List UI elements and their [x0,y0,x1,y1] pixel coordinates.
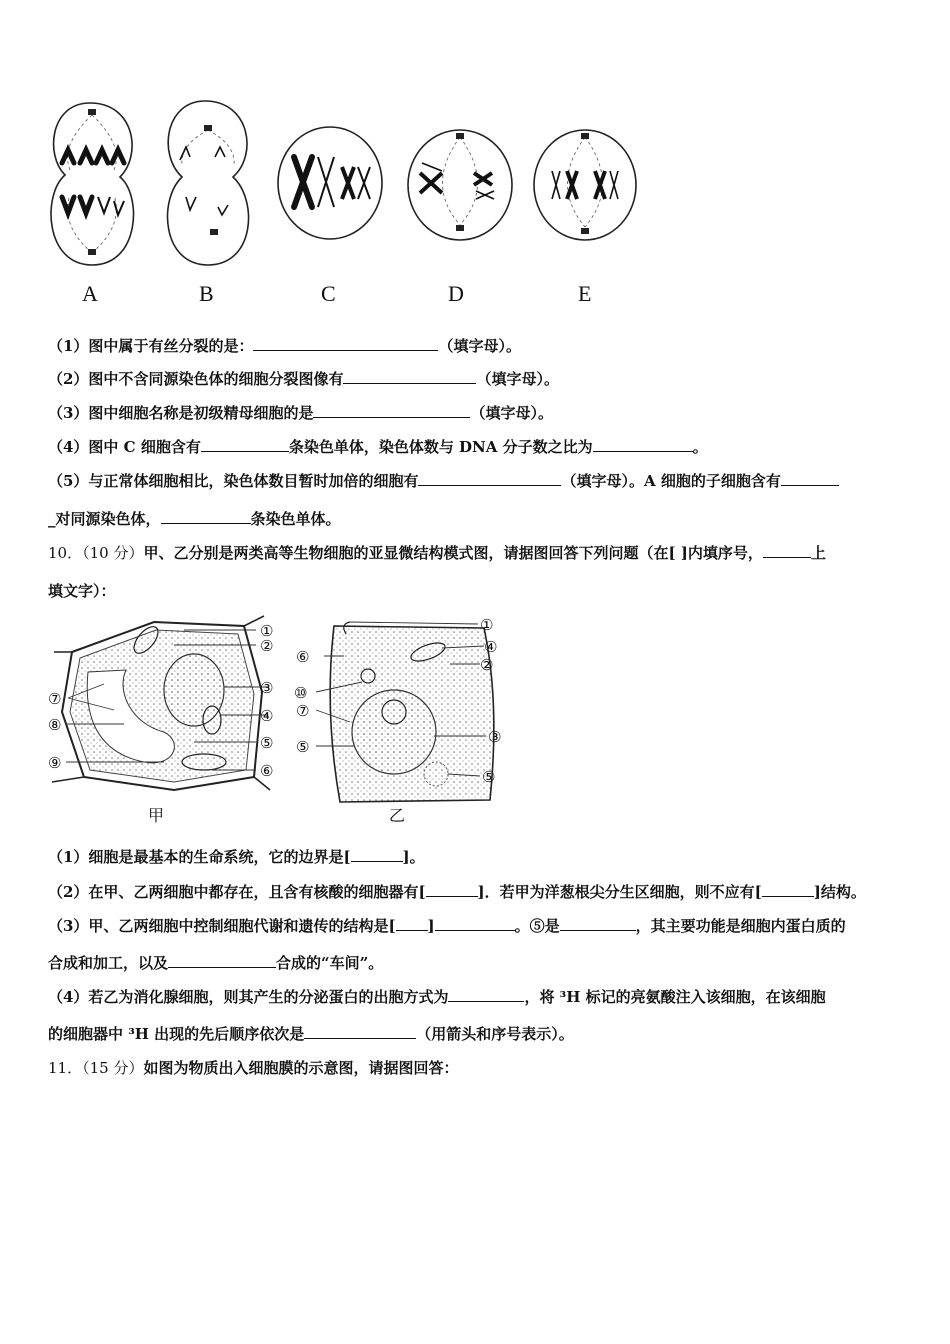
answer-blank[interactable] [781,471,839,486]
answer-blank[interactable] [593,437,693,452]
cell-division-figure [40,95,660,320]
answer-blank[interactable] [168,953,276,968]
figure-label-e: E [578,281,592,306]
animal-mark-3: ③ [488,728,502,746]
question-points: （15 分） [82,1059,144,1077]
q10-sub4: （4）若乙为消化腺细胞，则其产生的分泌蛋白的出胞方式为 ，将 ³H 标记的亮氨酸注入该细胞，在该细胞 [48,988,826,1006]
plant-mark-2: ② [260,637,274,655]
answer-blank[interactable] [435,916,515,931]
cell-e-outline [534,130,636,240]
q10-header-cont: 填文字）： [48,582,116,600]
animal-mark-6: ⑥ [296,648,310,666]
q9-sub3: （3）图中细胞名称是初级精母细胞的是 （填字母）。 [48,404,553,422]
animal-mark-4: ④ [484,638,498,656]
figure-label-b: B [199,281,214,306]
answer-blank[interactable] [762,882,814,897]
q10-sub3-cont: 合成和加工，以及 合成的“车间”。 [48,954,384,972]
q9-sub1: （1）图中属于有丝分裂的是： （填字母）。 [48,337,521,355]
cell-label-yi: 乙 [389,806,406,825]
animal-mark-5a: ⑤ [296,738,310,756]
answer-blank[interactable] [201,437,289,452]
question-points: （10 分） [82,544,144,562]
cell-d-outline [408,130,512,240]
plant-mark-5: ⑤ [260,734,274,752]
animal-mark-10: ⑩ [294,684,308,702]
animal-mark-2: ② [480,656,494,674]
answer-blank[interactable] [313,403,470,418]
q10-sub4-cont: 的细胞器中 ³H 出现的先后顺序依次是 （用箭头和序号表示）。 [48,1025,574,1043]
plant-mark-4: ④ [260,707,274,725]
q10-header: 10．（10 分）甲、乙分别是两类高等生物细胞的亚显微结构模式图，请据图回答下列问题（在[ ]内填序号， 上 [48,544,826,562]
answer-blank[interactable] [161,509,251,524]
answer-blank[interactable] [343,369,476,384]
answer-blank[interactable] [253,336,438,351]
answer-blank[interactable] [560,916,636,931]
plant-mark-6: ⑥ [260,762,274,780]
answer-blank[interactable] [448,987,524,1002]
answer-blank[interactable] [763,543,811,558]
question-number: 10． [48,544,83,562]
q10-sub3: （3）甲、乙两细胞中控制细胞代谢和遗传的结构是[ ] 。⑤是 ，其主要功能是细胞内蛋白质的 [48,917,846,935]
answer-blank[interactable] [396,916,428,931]
figure-label-c: C [321,281,336,306]
q10-sub1: （1）细胞是最基本的生命系统，它的边界是[ ]。 [48,848,425,866]
figure-label-a: A [82,281,98,306]
answer-blank[interactable] [304,1024,416,1039]
q9-sub4: （4）图中 C 细胞含有 条染色单体，染色体数与 DNA 分子数之比为 。 [48,438,708,456]
q11-header: 11．（15 分）如图为物质出入细胞膜的示意图，请据图回答： [48,1059,459,1077]
plant-mark-8: ⑧ [48,716,62,734]
q9-sub2: （2）图中不含同源染色体的细胞分裂图像有 （填字母）。 [48,370,559,388]
answer-blank[interactable] [351,847,403,862]
cell-c-outline [278,127,382,239]
question-number: 11． [48,1059,83,1077]
q9-sub5: （5）与正常体细胞相比，染色体数目暂时加倍的细胞有 （填字母）。A 细胞的子细胞含有 [48,471,839,491]
answer-blank[interactable] [426,882,478,897]
plant-mark-7: ⑦ [48,690,62,708]
cell-label-jia: 甲 [148,806,165,825]
answer-blank[interactable] [418,471,561,486]
animal-mark-5b: ⑤ [482,768,496,786]
animal-mark-7: ⑦ [296,702,310,720]
plant-mark-3: ③ [260,679,274,697]
plant-mark-9: ⑨ [48,754,62,772]
cell-a-outline [51,103,133,265]
plant-cell [52,616,270,790]
q9-sub5-cont: _对同源染色体， 条染色单体。 [48,510,341,528]
animal-mark-1: ① [480,616,494,634]
cell-structure-figure [44,612,514,827]
figure-label-d: D [448,281,464,306]
q10-sub2: （2）在甲、乙两细胞中都存在，且含有核酸的细胞器有[ ]．若甲为洋葱根尖分生区细胞，则不应有[ ]结构。 [48,883,866,901]
plant-mark-1: ① [260,622,274,640]
